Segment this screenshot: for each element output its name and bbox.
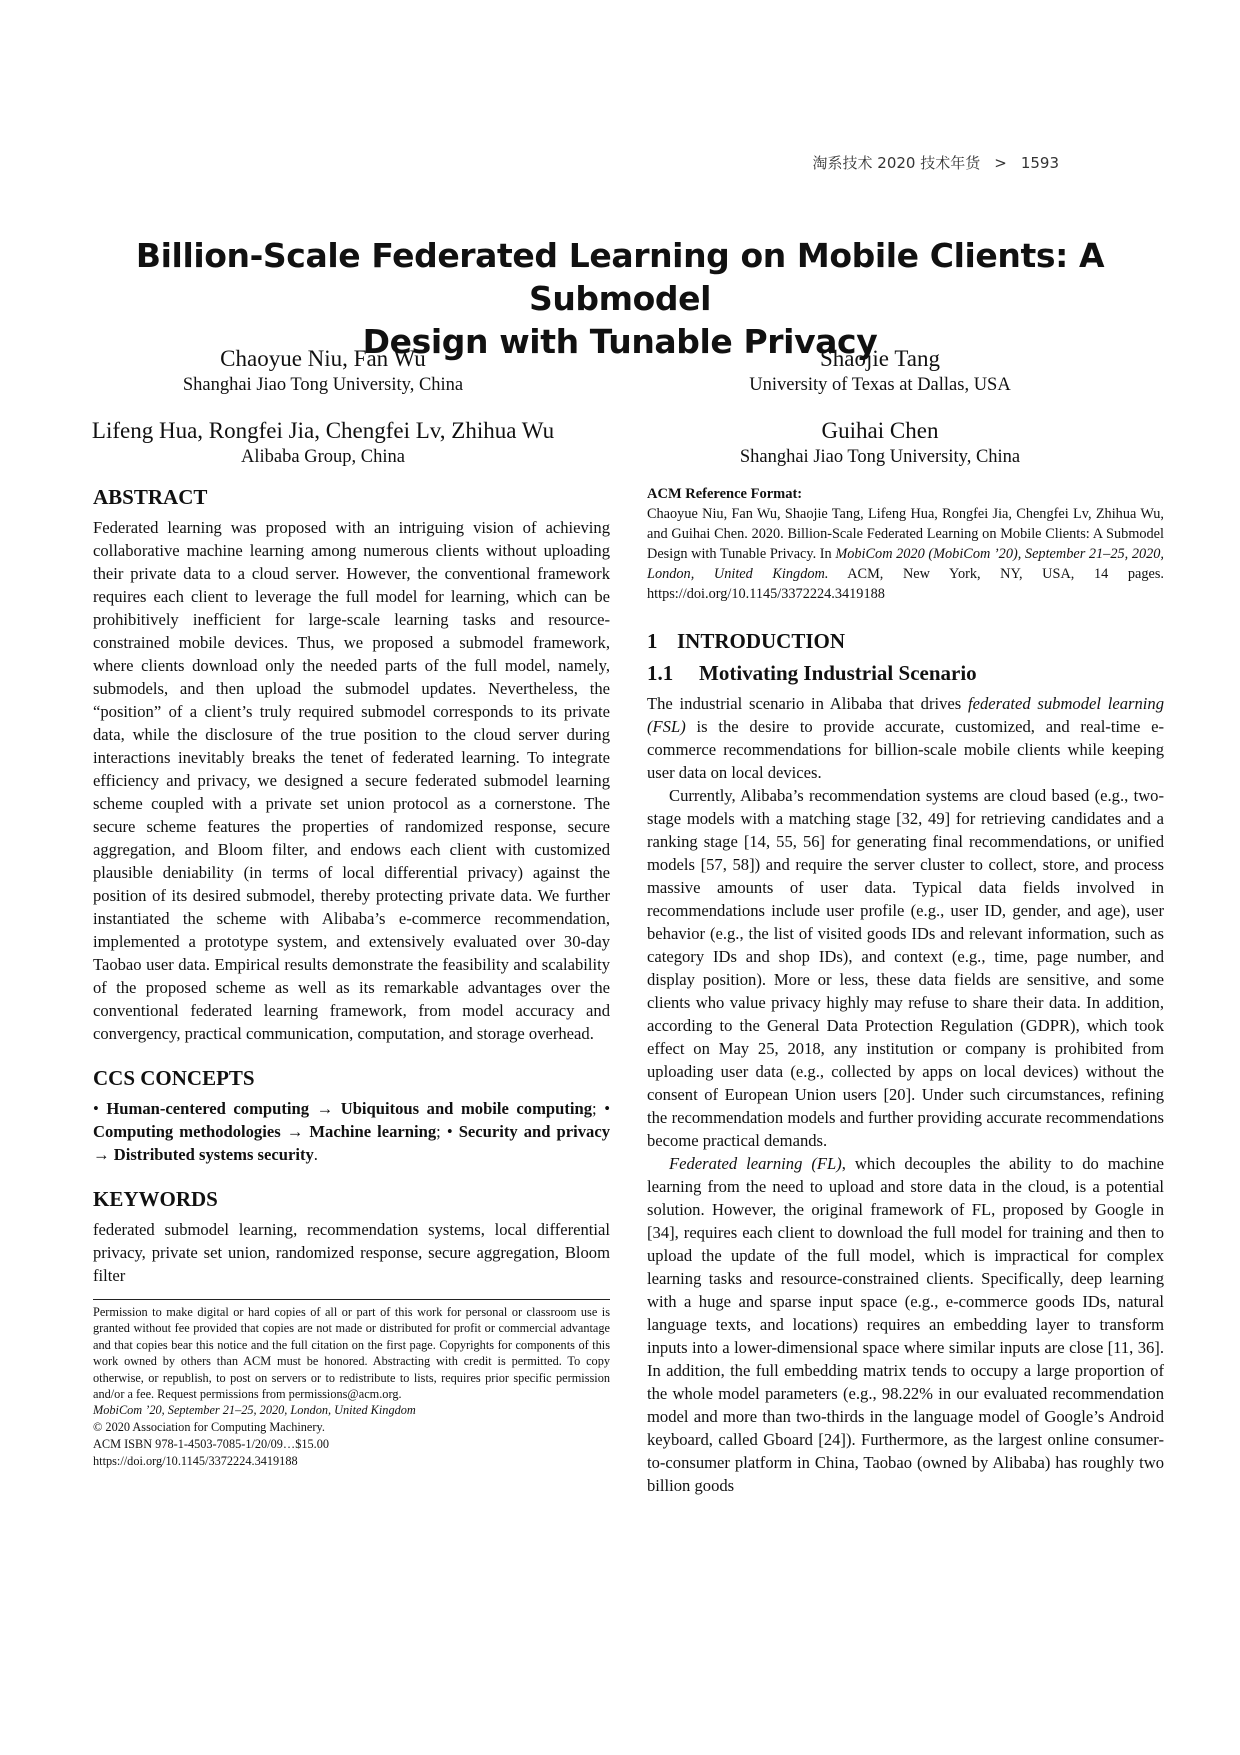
text: , which decouples the ability to do machine learning from the need to upload and store data in the cloud, is a potential solution. However, the original framework of FL, proposed by Google in [34], requires each client to download the full model for training and then to upload the update of the full model, which is impractical for complex learning tasks and resource-constrained clients. Specifically, deep learning with a huge and sparse input space (e.g., e-commerce goods IDs, natural language texts, and locations) requires an embedding layer to transform inputs into a lower-dimensional space where similar inputs are close [11, 36]. In addition, the full embedding matrix tends to occupy a large proportion of the whole model parameters (e.g., 98.22% in our evaluated recommendation model and more than two-thirds in the language model of Google’s Android keyboard, called Gboard [24]). Furthermore, as the largest online consumer-to-consumer platform in China, Taobao (owned by Alibaba) has roughly two billion goods bbox=[647, 1154, 1164, 1495]
section-number: 1 bbox=[647, 629, 658, 653]
ccs-concept: Machine learning bbox=[309, 1122, 437, 1141]
venue: MobiCom ’20, September 21–25, 2020, London, United Kingdom bbox=[93, 1403, 416, 1418]
subsection-number: 1.1 bbox=[647, 661, 674, 685]
bullet: • bbox=[93, 1099, 99, 1118]
paper-title bbox=[80, 234, 1160, 363]
isbn-line: ACM ISBN 978-1-4503-7085-1/20/09…$15.00 bbox=[93, 1437, 330, 1452]
reference-part: ACM, New York, NY, USA, 14 pages. https://doi.org/10.1145/3372224.3419188 bbox=[647, 566, 1164, 602]
ccs-concepts bbox=[93, 1097, 610, 1166]
author-block-4 bbox=[650, 417, 1110, 469]
arrow: → bbox=[93, 1145, 110, 1164]
reference-venue: MobiCom 2020 (MobiCom ’20), September 21–25, 2020, London, United Kingdom. bbox=[647, 546, 1164, 582]
bullet: • bbox=[446, 1122, 453, 1141]
intro-paragraph-3 bbox=[647, 1152, 1164, 1497]
introduction-heading bbox=[647, 628, 1164, 654]
bullet: • bbox=[604, 1099, 611, 1118]
author-block-1 bbox=[93, 345, 553, 397]
abstract-heading: ABSTRACT bbox=[93, 485, 208, 509]
abstract-text: Federated learning was proposed with an intriguing vision of achieving collaborative machine learning among numerous clients without uploading their private data to a cloud server. However, the conventional framework requires each client to leverage the full model for learning, which can be prohibitively inefficient for large-scale learning tasks and resource-constrained mobile devices. Thus, we proposed a submodel framework, where clients download only the needed parts of the full model, namely, submodels, and then upload the submodel updates. Nevertheless, the “position” of a client’s truly required submodel corresponds to its private data, while the disclosure of the true position to the cloud server during interactions inevitably breaks the tenet of federated learning. To integrate efficiency and privacy, we designed a secure federated submodel learning scheme coupled with a private set union protocol as a cornerstone. The secure scheme features the properties of randomized response, secure aggregation, and Bloom filter, and endows each client with customized plausible deniability (in terms of local differential privacy) against the position of its desired submodel, thereby protecting private data. We further instantiated the scheme with Alibaba’s e-commerce recommendation, implemented a prototype system, and extensively evaluated over 30-day Taobao user data. Empirical results demonstrate the feasibility and scalability of the proposed scheme as well as its remarkable advantages over the conventional federated learning framework, from model accuracy and convergency, practical communication, computation, and storage overhead. bbox=[93, 518, 610, 1043]
author-affiliation: Shanghai Jiao Tong University, China bbox=[739, 447, 1021, 467]
venue-line bbox=[93, 1402, 610, 1419]
page-number: 1593 bbox=[1020, 154, 1059, 172]
subsection-heading bbox=[647, 660, 1164, 686]
title-line-1: Billion-Scale Federated Learning on Mobile Clients: A Submodel bbox=[135, 236, 1105, 318]
reference-part: Chaoyue Niu, Fan Wu, Shaojie Tang, Lifeng Hua, Rongfei Jia, Chengfei Lv, Zhihua Wu, and Guihai Chen. 2020. Billion-Scale Federated Learning on Mobile Clients: A Submodel Design with Tunable Privacy. In bbox=[647, 506, 1164, 562]
ccs-concept: Ubiquitous and mobile computing bbox=[340, 1099, 593, 1118]
section-title: INTRODUCTION bbox=[677, 629, 846, 653]
author-block-2 bbox=[650, 345, 1110, 397]
semicolon: ; bbox=[592, 1099, 597, 1118]
ccs-concept: Computing methodologies bbox=[93, 1122, 281, 1141]
intro-paragraph-1 bbox=[647, 692, 1164, 784]
title-line-2: Design with Tunable Privacy bbox=[362, 322, 878, 361]
subsection-title: Motivating Industrial Scenario bbox=[699, 661, 977, 685]
reference-format-text bbox=[647, 504, 1164, 604]
ccs-concept: Security and privacy bbox=[458, 1122, 610, 1141]
semicolon: ; bbox=[436, 1122, 441, 1141]
period: . bbox=[313, 1145, 318, 1164]
author-name: Shaojie Tang bbox=[820, 346, 940, 371]
publication-name: 淘系技术 2020 技术年货 bbox=[812, 154, 981, 172]
arrow: → bbox=[316, 1099, 334, 1118]
ccs-concept: Distributed systems security bbox=[113, 1145, 314, 1164]
arrow: → bbox=[286, 1122, 304, 1141]
keywords-heading: KEYWORDS bbox=[93, 1187, 218, 1211]
copyright-line: © 2020 Association for Computing Machinery. bbox=[93, 1420, 325, 1435]
right-column bbox=[647, 484, 1164, 1497]
header-separator: > bbox=[994, 154, 1007, 172]
author-block-3 bbox=[83, 417, 563, 469]
reference-format-heading: ACM Reference Format: bbox=[647, 486, 803, 502]
left-column bbox=[93, 484, 610, 1470]
text: The industrial scenario in Alibaba that drives bbox=[647, 694, 968, 713]
author-affiliation: Alibaba Group, China bbox=[241, 447, 405, 467]
ccs-concept: Human-centered computing bbox=[106, 1099, 310, 1118]
author-affiliation: University of Texas at Dallas, USA bbox=[749, 375, 1011, 395]
keywords-text: federated submodel learning, recommendation systems, local differential privacy, private set union, randomized response, secure aggregation, Bloom filter bbox=[93, 1220, 610, 1285]
doi-link[interactable]: https://doi.org/10.1145/3372224.3419188 bbox=[93, 1454, 298, 1469]
intro-paragraph-2: Currently, Alibaba’s recommendation systems are cloud based (e.g., two-stage models with a matching stage [32, 49] for retrieving candidates and a ranking stage [14, 55, 56] for generating final recommendations, or unified models [57, 58]) and require the server cluster to collect, store, and process massive amounts of user data. Typical data fields involved in recommendations include user profile (e.g., user ID, gender, and age), user behavior (e.g., the list of visited goods IDs and relevant information, such as category IDs and shop IDs), and context (e.g., time, page number, and display position). More or less, these data fields are sensitive, and some clients who value privacy highly may refuse to share their data. In addition, according to the General Data Protection Regulation (GDPR), which took effect on May 25, 2018, any institution or company is prohibited from uploading user data (e.g., collected by apps on local devices) without the consent of European Union users [20]. Under such circumstances, refining the recommendation models and further providing accurate recommendations become practical demands. bbox=[647, 786, 1164, 1150]
author-name: Chaoyue Niu, Fan Wu bbox=[220, 346, 426, 371]
ccs-heading: CCS CONCEPTS bbox=[93, 1066, 255, 1090]
footnote-divider bbox=[93, 1299, 610, 1300]
emphasis: federated submodel learning (FSL) bbox=[647, 694, 1164, 736]
permission-notice: Permission to make digital or hard copies of all or part of this work for personal or classroom use is granted without fee provided that copies are not made or distributed for profit or commercial advantage and that copies bear this notice and the full citation on the first page. Copyrights for components of this work owned by others than ACM must be honored. Abstracting with credit is permitted. To copy otherwise, or republish, to post on servers or to redistribute to lists, requires prior specific permission and/or a fee. Request permissions from permissions@acm.org. bbox=[93, 1305, 610, 1402]
author-name: Guihai Chen bbox=[821, 418, 939, 443]
text: is the desire to provide accurate, customized, and real-time e-commerce recommendations for billion-scale mobile clients while keeping user data on local devices. bbox=[647, 717, 1164, 782]
author-name: Lifeng Hua, Rongfei Jia, Chengfei Lv, Zhihua Wu bbox=[91, 418, 555, 443]
running-header bbox=[0, 152, 1059, 173]
author-affiliation: Shanghai Jiao Tong University, China bbox=[182, 375, 464, 395]
emphasis: Federated learning (FL) bbox=[669, 1154, 842, 1173]
